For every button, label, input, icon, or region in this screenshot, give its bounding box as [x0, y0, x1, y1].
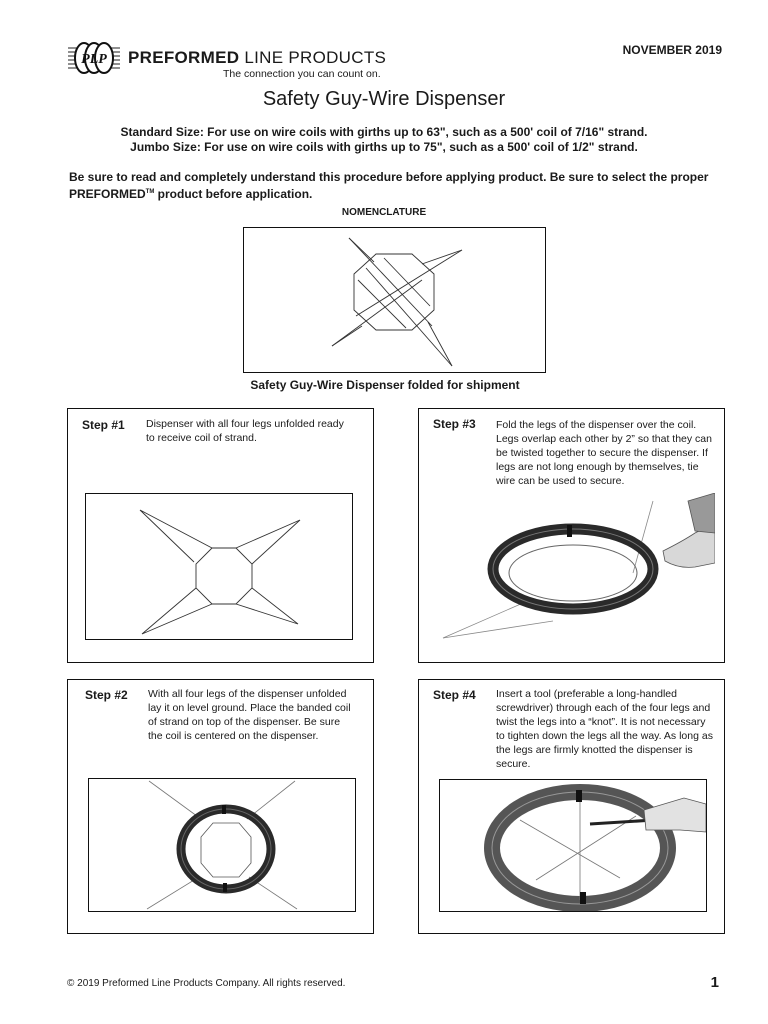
step-1-label: Step #1	[82, 418, 125, 432]
tagline: The connection you can count on.	[223, 68, 381, 80]
size-specifications	[0, 125, 768, 155]
nomenclature-label: NOMENCLATURE	[341, 207, 427, 218]
unfolded-dispenser-drawing	[86, 494, 352, 639]
legs-folded-over-coil-photo	[433, 493, 715, 643]
page-number: 1	[710, 974, 719, 991]
step-1-description: Dispenser with all four legs unfolded ready to receive coil of strand.	[146, 418, 344, 444]
plp-logo-icon	[66, 36, 122, 80]
knotted-legs-photo	[440, 780, 706, 911]
page-title: Safety Guy-Wire Dispenser	[262, 88, 506, 110]
step-2-description: With all four legs of the dispenser unfolded lay it on level ground. Place the banded coil of strand on top of the dispenser. Be sure the coil is centered on the dispenser.	[148, 688, 351, 742]
warning-text: Be sure to read and completely understand this procedure before applying product. Be sure to select the proper PREFORMED™ product before application.	[69, 170, 709, 201]
step-4-panel	[418, 679, 725, 934]
copyright-notice: © 2019 Preformed Line Products Company. All rights reserved.	[67, 978, 346, 989]
step-2-figure	[88, 778, 356, 912]
document-date: NOVEMBER 2019	[622, 43, 722, 57]
nomenclature-caption: Safety Guy-Wire Dispenser folded for shipment	[250, 378, 520, 392]
step-3-description: Fold the legs of the dispenser over the coil. Legs overlap each other by 2” so that they can be twisted together to secure the dispenser. If legs are not long enough by themselves, tie wire can be used to secure.	[496, 419, 712, 487]
step-1-panel	[67, 408, 374, 663]
brand-name: PREFORMED LINE PRODUCTS	[128, 48, 387, 67]
company-logo	[66, 36, 386, 86]
standard-size-text: Standard Size: For use on wire coils with girths up to 63", such as a 500' coil of 7/16" strand.	[120, 125, 648, 139]
step-4-figure	[439, 779, 707, 912]
step-2-label: Step #2	[85, 688, 128, 702]
step-4-label: Step #4	[433, 688, 476, 702]
step-3-label: Step #3	[433, 417, 476, 431]
step-3-panel	[418, 408, 725, 663]
step-2-panel	[67, 679, 374, 934]
jumbo-size-text: Jumbo Size: For use on wire coils with girths up to 75", such as a 500' coil of 1/2" strand.	[130, 140, 638, 154]
coil-on-dispenser-photo	[89, 779, 355, 911]
nomenclature-figure	[243, 227, 546, 373]
step-1-figure	[85, 493, 353, 640]
step-4-description: Insert a tool (preferable a long-handled screwdriver) through each of the four legs and twist the legs into a “knot”. It is not necessary to tighten down the legs all the way. As long as the legs are firmly knotted the dispenser is secure.	[496, 688, 713, 770]
svg-text:PLP: PLP	[81, 52, 107, 67]
folded-dispenser-drawing	[244, 228, 545, 372]
step-3-figure	[433, 493, 715, 643]
